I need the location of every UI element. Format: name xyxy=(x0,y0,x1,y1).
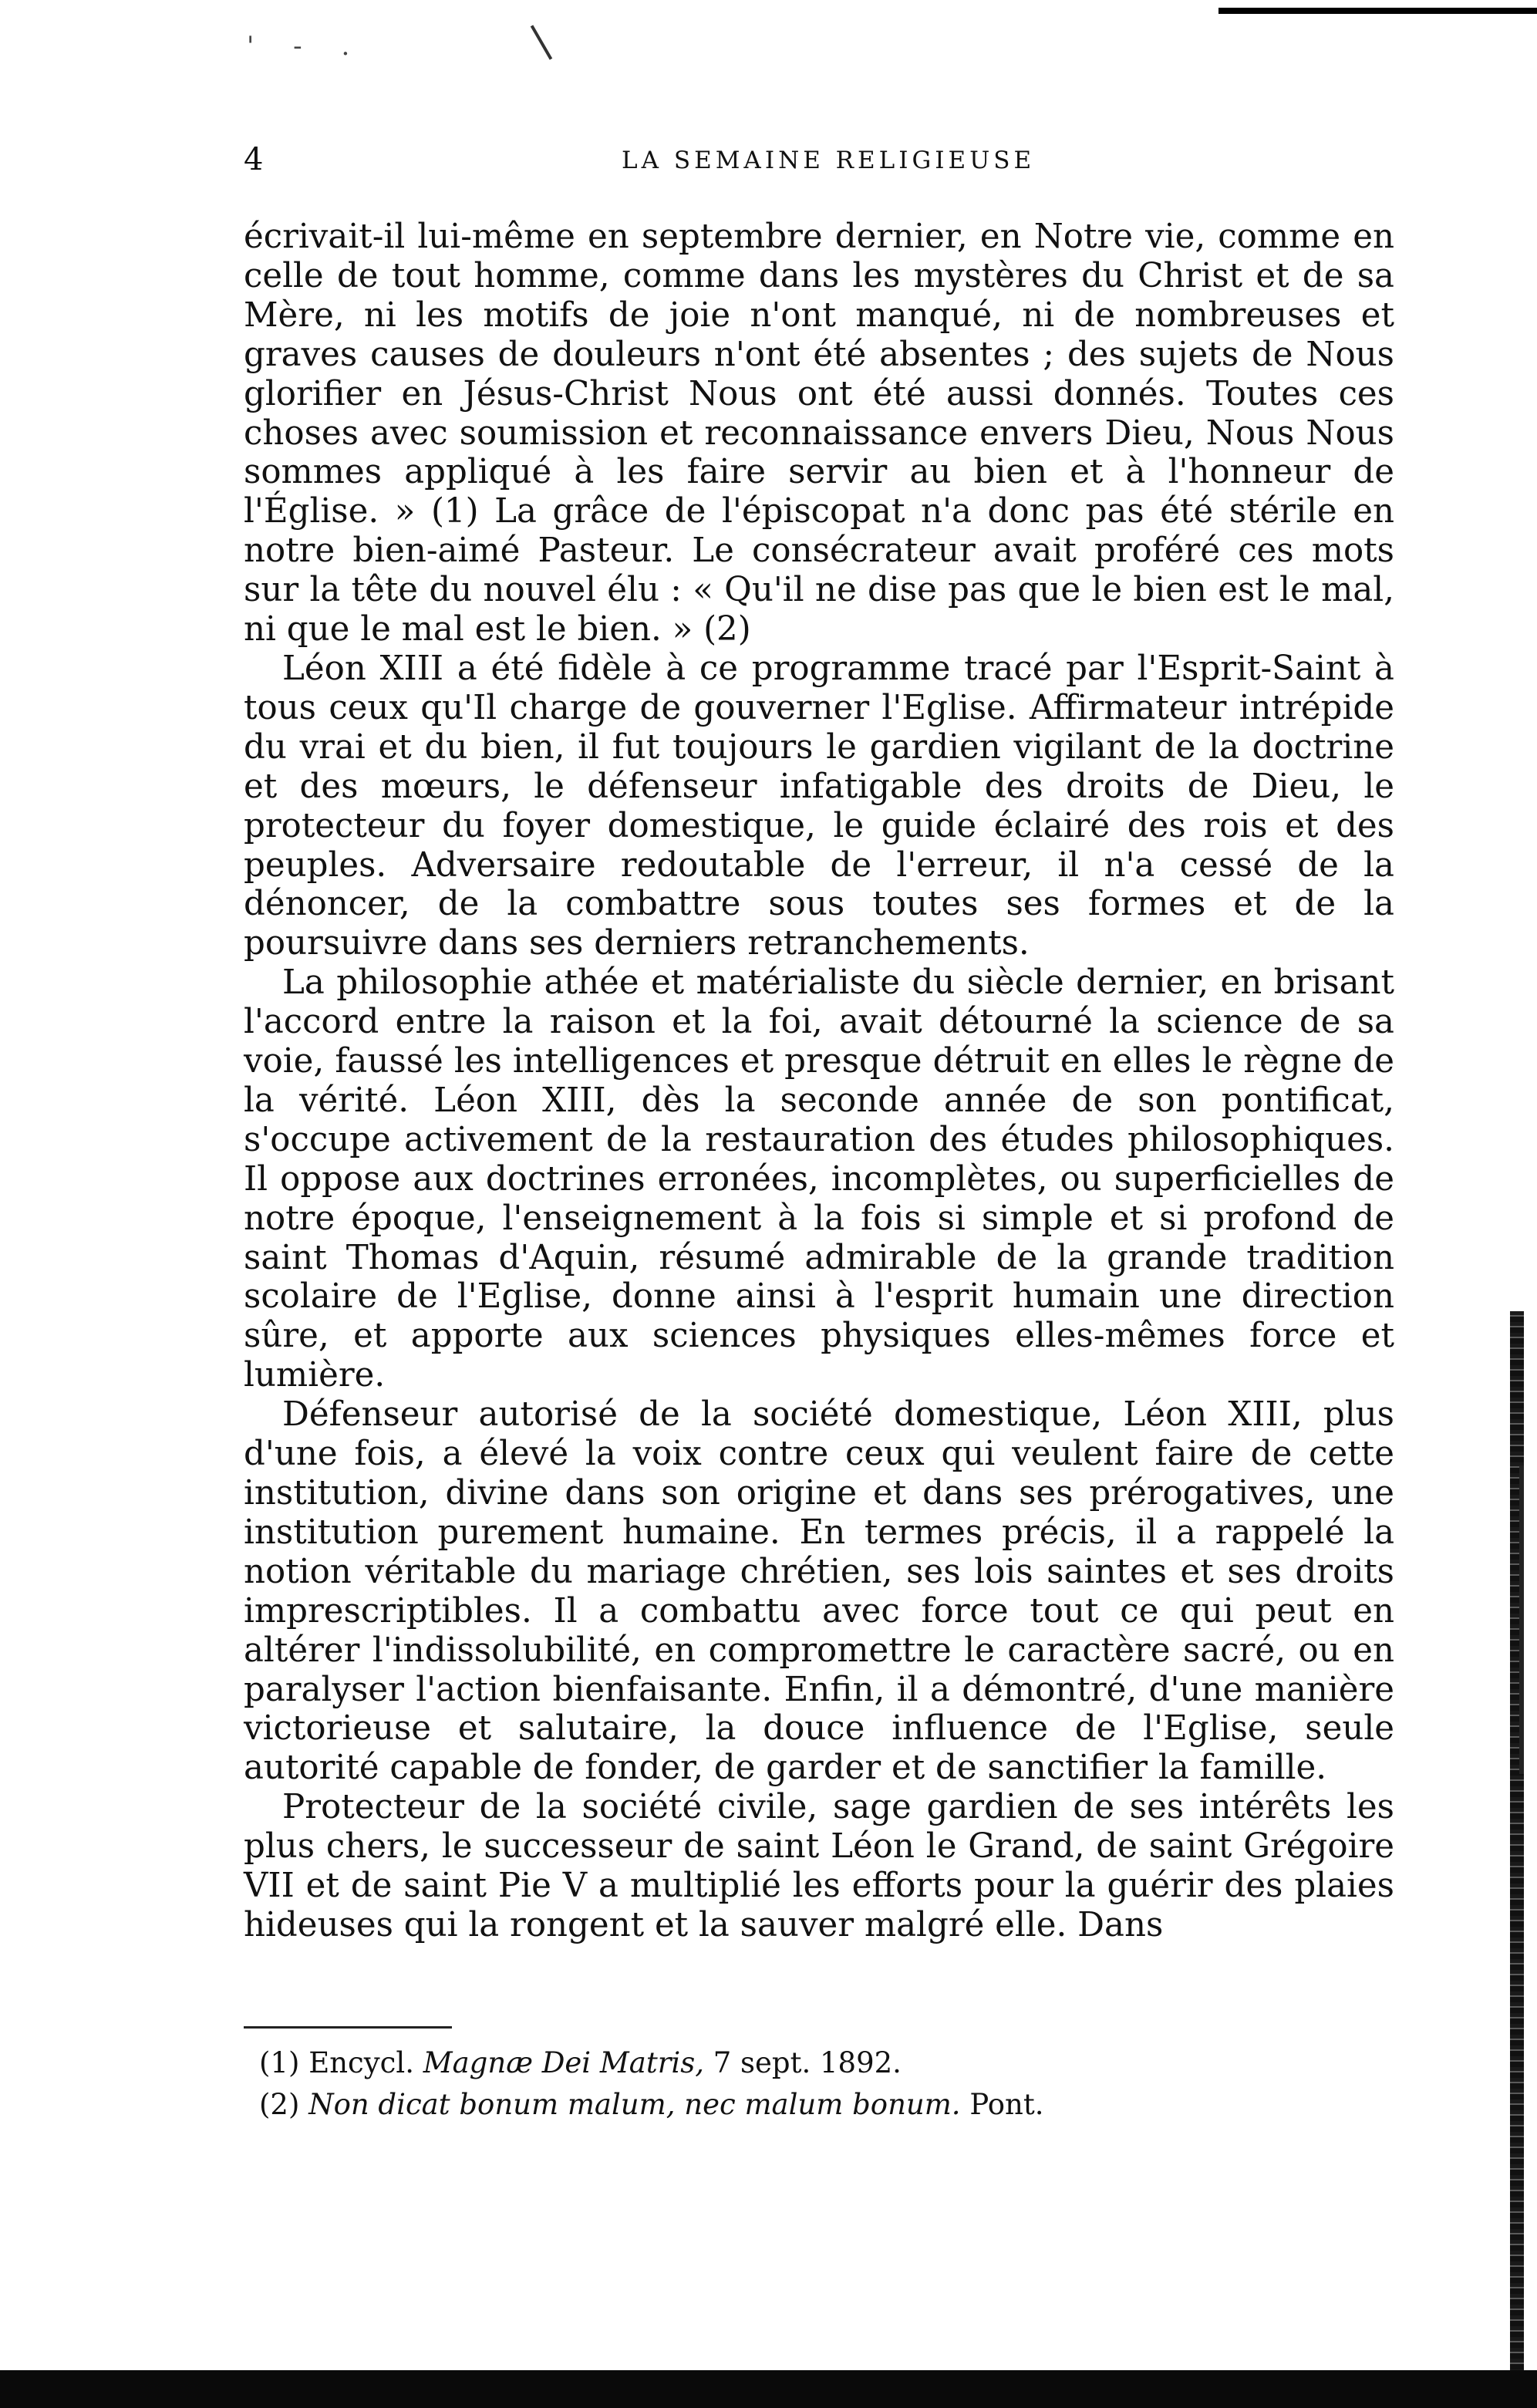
scan-bottom-band xyxy=(0,2370,1537,2408)
footnote-mark: (1) xyxy=(259,2046,300,2079)
body-text xyxy=(244,218,1394,1945)
footnote-rest: Pont. xyxy=(969,2088,1044,2121)
scan-specks: ' - . xyxy=(247,31,366,62)
paragraph: La philosophie athée et matérialiste du siècle dernier, en brisant l'accord entre la raison et la foi, avait détourné la science de sa voie, faussé les intelligences et presque détruit en elles le règne de la vérité. Léon XIII, dès la seconde année de son pontificat, s'occupe activement de la restauration des études philosophiques. Il oppose aux doctrines erronées, incomplètes, ou superficielles de notre époque, l'enseignement à la fois si simple et si profond de saint Thomas d'Aquin, résumé admirable de la grande tradition scolaire de l'Eglise, donne ainsi à l'esprit humain une direction sûre, et apporte aux sciences physiques elles-mêmes force et lumière. xyxy=(244,963,1394,1395)
scan-stroke xyxy=(531,25,552,59)
scan-right-edge-inner xyxy=(1519,1465,1524,1774)
paragraph: Défenseur autorisé de la société domestique, Léon XIII, plus d'une fois, a élevé la voix contre ceux qui veulent faire de cette institution, divine dans son origine et dans ses prérogatives, une institution purement humaine. En termes précis, il a rappelé la notion véritable du mariage chrétien, ses lois saintes et ses droits imprescriptibles. Il a combattu avec force tout ce qui peut en altérer l'indissolubilité, en compromettre le caractère sacré, ou en paralyser l'action bienfaisante. Enfin, il a démontré, d'une manière victorieuse et salutaire, la douce influence de l'Eglise, seule autorité capable de fonder, de garder et de sanctifier la famille. xyxy=(244,1395,1394,1788)
footnote-text: Encycl. xyxy=(308,2046,414,2079)
page-header xyxy=(244,142,1400,188)
footnotes xyxy=(259,2042,1354,2126)
running-title: LA SEMAINE RELIGIEUSE xyxy=(622,147,1036,174)
footnote xyxy=(259,2042,1354,2084)
footnote xyxy=(259,2084,1354,2126)
footnote-latin: Non dicat bonum malum, nec malum bonum. xyxy=(308,2088,961,2121)
paragraph: Protecteur de la société civile, sage gardien de ses intérêts les plus chers, le successeur de saint Léon le Grand, de saint Grégoire VII et de saint Pie V a multiplié les efforts pour la guérir des plaies hideuses qui la rongent et la sauver malgré elle. Dans xyxy=(244,1788,1394,1944)
footnote-latin: Magnæ Dei Matris, xyxy=(423,2046,704,2079)
paragraph: Léon XIII a été fidèle à ce programme tracé par l'Esprit-Saint à tous ceux qu'Il charge de gouverner l'Eglise. Affirmateur intrépide du vrai et du bien, il fut toujours le gardien vigilant de la doctrine et des mœurs, le défenseur infatigable des droits de Dieu, le protecteur du foyer domestique, le guide éclairé des rois et des peuples. Adversaire redoutable de l'erreur, il n'a cessé de la dénoncer, de la combattre sous toutes ses formes et de la poursuivre dans ses derniers retranchements. xyxy=(244,649,1394,963)
footnote-rest: 7 sept. 1892. xyxy=(713,2046,902,2079)
footnote-rule xyxy=(244,2026,452,2029)
scan-top-rule xyxy=(1218,8,1537,14)
page-number: 4 xyxy=(244,142,264,177)
paragraph: écrivait-il lui-même en septembre dernier, en Notre vie, comme en celle de tout homme, comme dans les mystères du Christ et de sa Mère, ni les motifs de joie n'ont manqué, ni de nombreuses et graves causes de douleurs n'ont été absentes ; des sujets de Nous glorifier en Jésus-Christ Nous ont été aussi donnés. Toutes ces choses avec soumission et reconnaissance envers Dieu, Nous Nous sommes appliqué à les faire servir au bien et à l'honneur de l'Église. » (1) La grâce de l'épiscopat n'a donc pas été stérile en notre bien-aimé Pasteur. Le consécrateur avait proféré ces mots sur la tête du nouvel élu : « Qu'il ne dise pas que le bien est le mal, ni que le mal est le bien. » (2) xyxy=(244,218,1394,649)
footnote-mark: (2) xyxy=(259,2088,300,2121)
